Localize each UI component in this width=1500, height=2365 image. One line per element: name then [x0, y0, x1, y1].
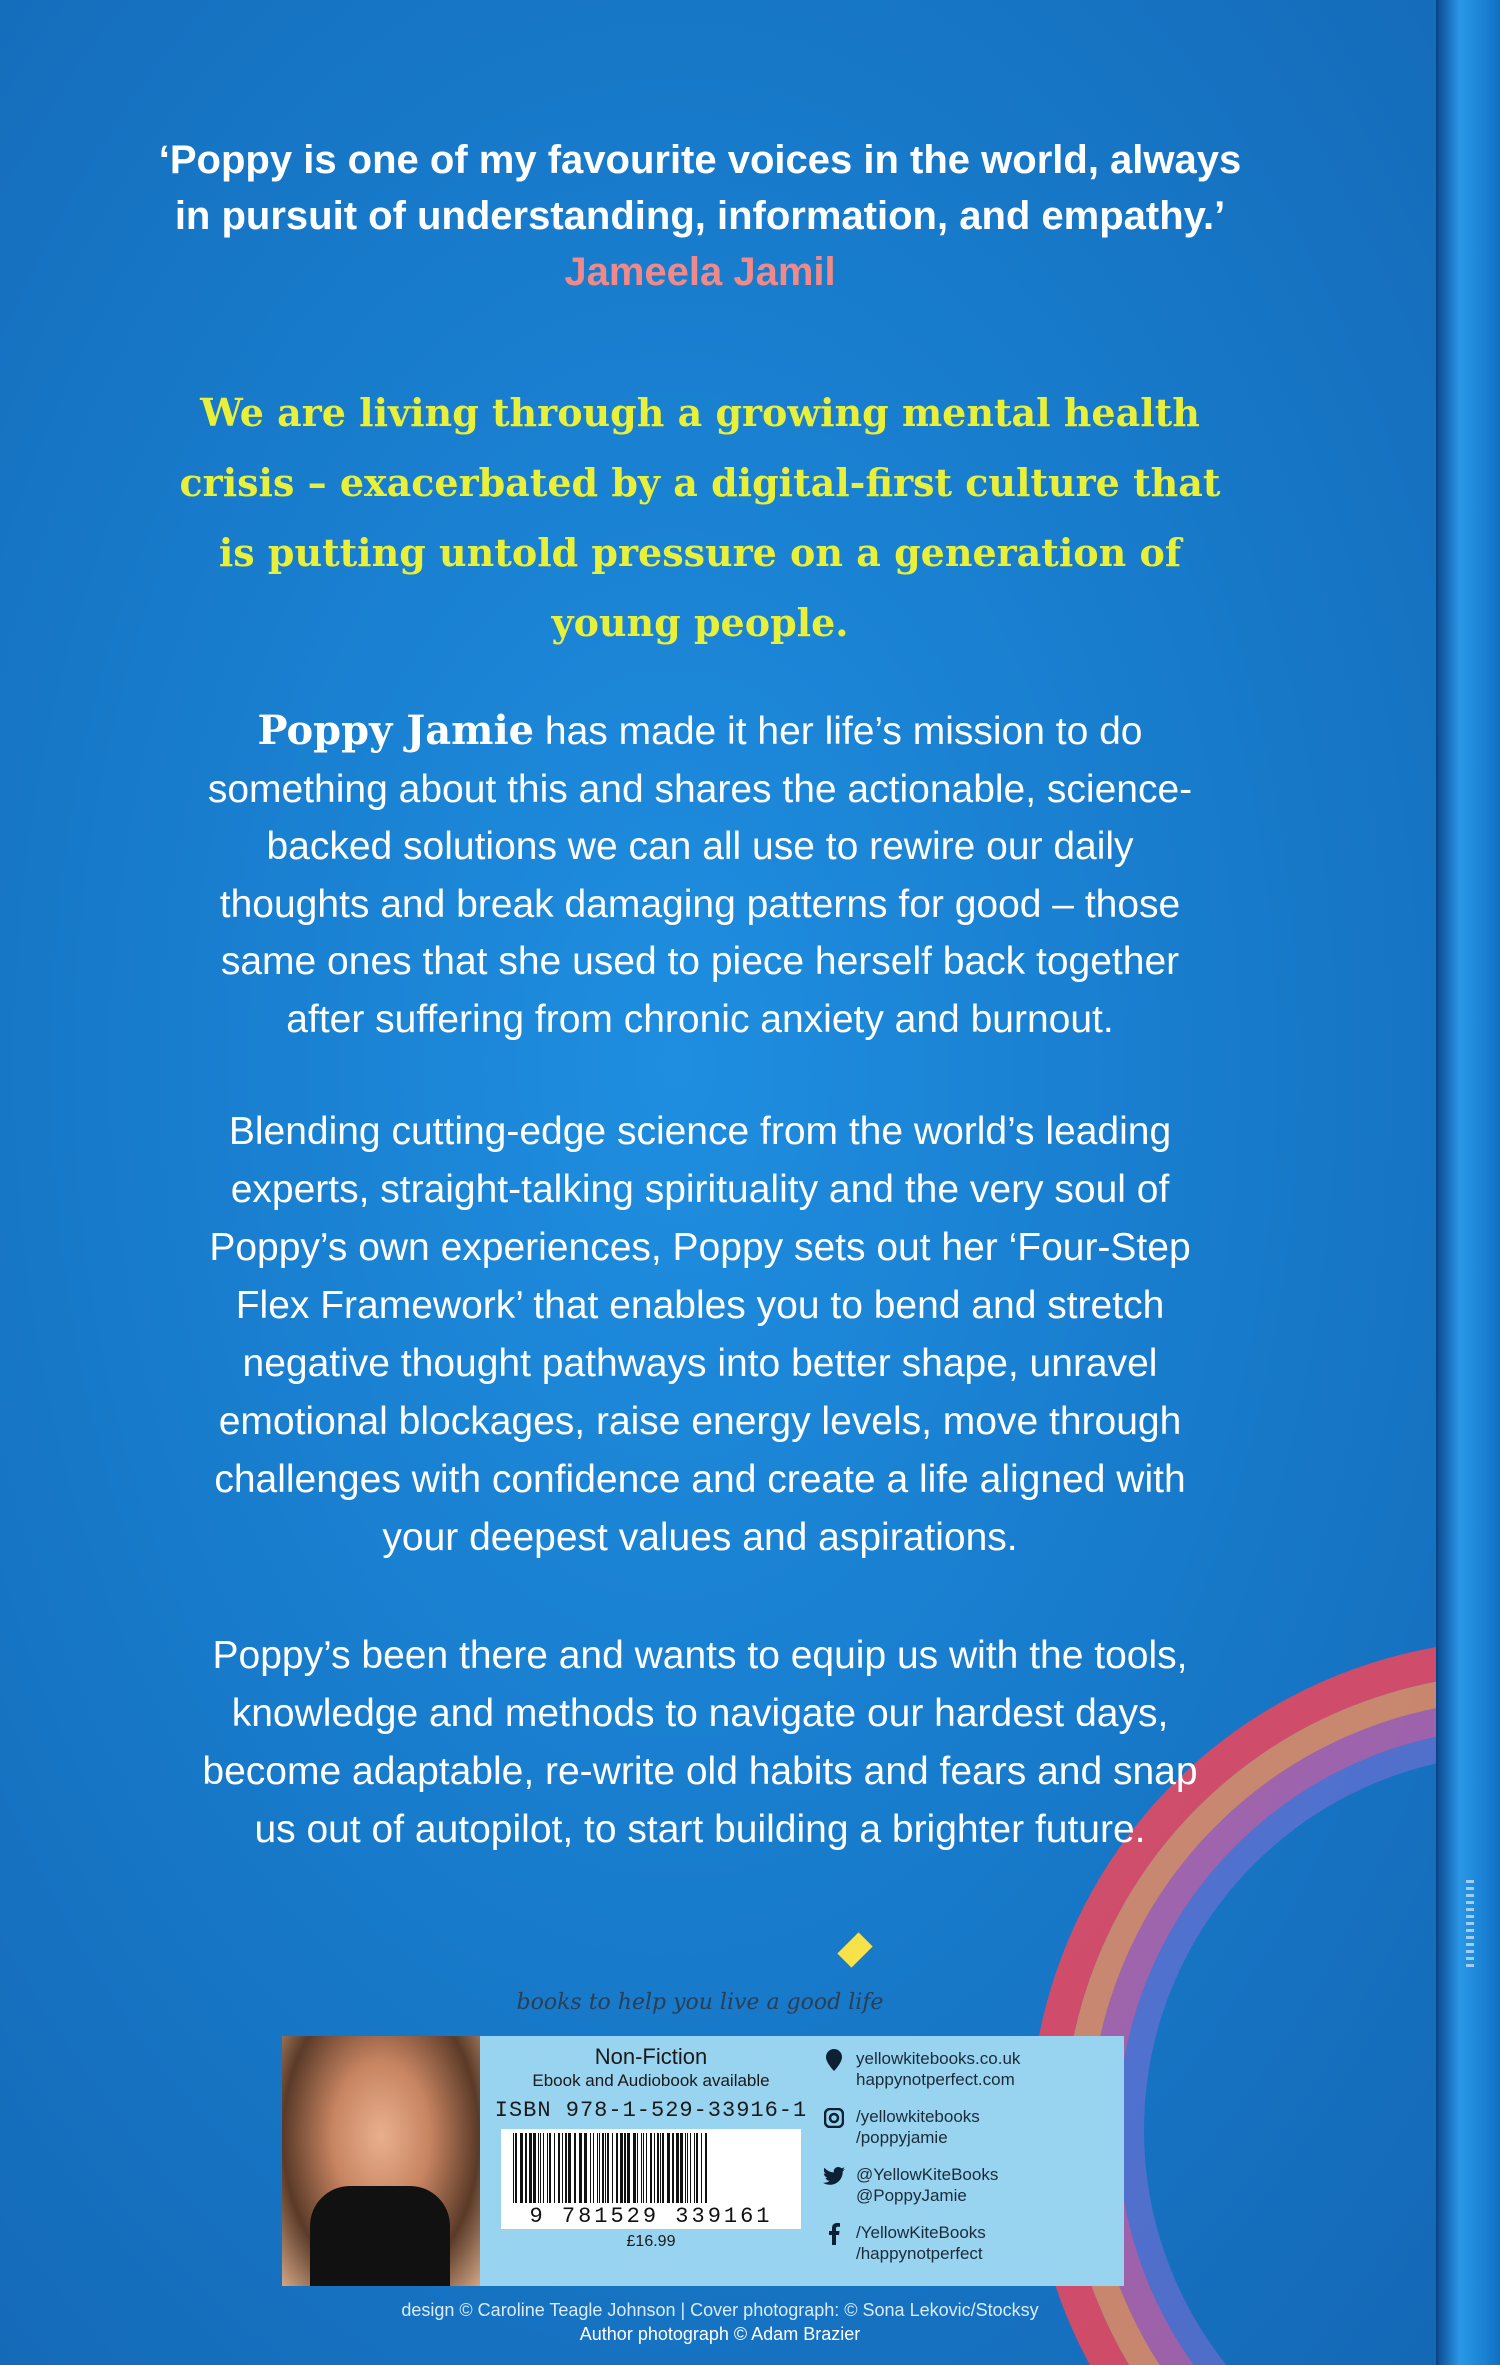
barcode-bar: [654, 2133, 655, 2203]
credits: [320, 2298, 1120, 2346]
barcode-bar: [602, 2133, 604, 2203]
paragraph-2: [110, 1103, 1290, 1567]
paragraph-1-line-2: something about this and shares the actionable, science-: [207, 767, 1193, 811]
endorsement-quote: [110, 132, 1290, 300]
barcode-bar: [543, 2133, 544, 2203]
credits-line-2: Author photograph © Adam Brazier: [579, 2324, 861, 2344]
paragraph-1-line-1: [110, 702, 1290, 761]
facebook-icon: [822, 2222, 846, 2246]
formats-label: Ebook and Audiobook available: [532, 2071, 770, 2090]
paragraph-2-line-3: Poppy’s own experiences, Poppy sets out her ‘Four-Step: [209, 1226, 1191, 1269]
isbn-label: ISBN 978-1-529-33916-1: [494, 2098, 808, 2123]
barcode-bar: [529, 2133, 532, 2203]
location-pin-icon: [822, 2048, 846, 2072]
barcode-bar: [538, 2133, 539, 2203]
quote-line-2: in pursuit of understanding, information, and empathy.’: [174, 194, 1226, 238]
barcode-bar: [696, 2133, 698, 2203]
barcode-bar: [533, 2133, 536, 2203]
info-panel: [282, 2036, 1124, 2286]
barcode-bar: [660, 2133, 661, 2203]
link-row-facebook: [822, 2222, 1122, 2264]
paragraph-2-line-2: experts, straight-talking spirituality and the very soul of: [230, 1168, 1170, 1211]
barcode-bar: [607, 2133, 609, 2203]
barcode-bar: [579, 2133, 582, 2203]
barcode-bar: [620, 2133, 623, 2203]
barcode-bar: [657, 2133, 659, 2203]
paragraph-1-line-3: backed solutions we can all use to rewire our daily: [266, 825, 1134, 868]
paragraph-2-line-1: Blending cutting-edge science from the world’s leading: [228, 1110, 1172, 1153]
barcode-bar: [646, 2133, 647, 2203]
paragraph-3-line-2: knowledge and methods to navigate our hardest days,: [231, 1692, 1169, 1735]
barcode-bar: [525, 2133, 527, 2203]
barcode-bar: [540, 2133, 541, 2203]
paragraph-3: [110, 1627, 1290, 1859]
twitter-yellowkite[interactable]: @YellowKiteBooks: [856, 2165, 999, 2184]
barcode-bar: [676, 2133, 679, 2203]
website-yellowkite[interactable]: yellowkitebooks.co.uk: [856, 2049, 1021, 2068]
barcode-bar: [637, 2133, 638, 2203]
barcode-bar: [520, 2133, 523, 2203]
tagline-line-3: is putting untold pressure on a generation of: [218, 530, 1182, 575]
barcode-number: 9 781529 339161: [501, 2204, 801, 2229]
barcode-bar: [680, 2133, 683, 2203]
link-row-instagram: [822, 2106, 1122, 2148]
barcode-bar: [624, 2133, 626, 2203]
barcode-bar: [687, 2133, 688, 2203]
paragraph-2-line-6: emotional blockages, raise energy levels, move through: [218, 1400, 1182, 1443]
tagline-line-1: We are living through a growing mental health: [200, 390, 1200, 435]
instagram-poppyjamie[interactable]: /poppyjamie: [856, 2128, 948, 2147]
paragraph-3-line-1: Poppy’s been there and wants to equip us with the tools,: [212, 1634, 1188, 1677]
barcode-bar: [701, 2133, 702, 2203]
twitter-poppyjamie[interactable]: @PoppyJamie: [856, 2186, 967, 2205]
link-row-twitter: [822, 2164, 1122, 2206]
instagram-yellowkite[interactable]: /yellowkitebooks: [856, 2107, 980, 2126]
paragraph-3-line-4: us out of autopilot, to start building a brighter future.: [254, 1808, 1146, 1851]
book-spine: [1436, 0, 1500, 2365]
barcode-bar: [641, 2133, 642, 2203]
credits-line-1: design © Caroline Teagle Johnson | Cover photograph: © Sona Lekovic/Stocksy: [401, 2300, 1039, 2320]
barcode-bar: [690, 2133, 691, 2203]
web-links: [856, 2048, 1020, 2090]
instagram-icon: [822, 2106, 846, 2130]
barcode-bar: [597, 2133, 598, 2203]
barcode-bar: [562, 2133, 563, 2203]
barcode-bar: [612, 2133, 613, 2203]
book-details: [492, 2044, 810, 2278]
quote-author: Jameela Jamil: [564, 250, 836, 294]
paragraph-1-line-6: after suffering from chronic anxiety and burnout.: [286, 997, 1114, 1041]
kite-logo-icon: [837, 1932, 872, 1967]
facebook-links: [856, 2222, 986, 2264]
barcode-bar: [558, 2133, 560, 2203]
barcode-bar: [599, 2133, 600, 2203]
paragraph-1-line-4: thoughts and break damaging patterns for good – those: [219, 882, 1181, 926]
author-name: Poppy Jamie: [257, 707, 535, 754]
barcode-bar: [650, 2133, 652, 2203]
tagline: [100, 378, 1300, 658]
website-happynotperfect[interactable]: happynotperfect.com: [856, 2070, 1015, 2089]
facebook-happynotperfect[interactable]: /happynotperfect: [856, 2244, 983, 2263]
twitter-bird-icon: [822, 2164, 846, 2188]
barcode-bar: [554, 2133, 555, 2203]
barcode-bar: [584, 2133, 587, 2203]
publisher-links: [822, 2048, 1122, 2278]
author-photo: [282, 2036, 480, 2286]
paragraph-2-line-5: negative thought pathways into better shape, unravel: [242, 1342, 1158, 1385]
barcode-bar: [662, 2133, 664, 2203]
barcode-bar: [565, 2133, 567, 2203]
barcode-bar: [685, 2133, 686, 2203]
barcode-bar: [616, 2133, 618, 2203]
barcode-bar: [568, 2133, 571, 2203]
paragraph-2-line-7: challenges with confidence and create a life aligned with: [214, 1458, 1186, 1501]
barcode-bar: [667, 2133, 670, 2203]
barcode-bar: [705, 2133, 707, 2203]
barcode-bar: [643, 2133, 644, 2203]
barcode-bar: [547, 2133, 548, 2203]
imprint-strapline: books to help you live a good life: [516, 1990, 884, 2015]
twitter-links: [856, 2164, 998, 2206]
barcode-bar: [694, 2133, 695, 2203]
barcode-bar: [605, 2133, 606, 2203]
paragraph-2-line-8: your deepest values and aspirations.: [382, 1516, 1018, 1559]
paragraph-1-line-5: same ones that she used to piece herself back together: [220, 940, 1180, 983]
paragraph-1: [110, 702, 1290, 1048]
facebook-yellowkite[interactable]: /YellowKiteBooks: [856, 2223, 986, 2242]
barcode-bar: [590, 2133, 591, 2203]
barcode: [501, 2129, 801, 2229]
quote-line-1: ‘Poppy is one of my favourite voices in the world, always: [158, 138, 1242, 182]
barcode-bar: [574, 2133, 576, 2203]
barcode-bar: [593, 2133, 594, 2203]
price-label: £16.99: [626, 2233, 676, 2250]
spine-mark: [1466, 1880, 1474, 1970]
tagline-line-2: crisis – exacerbated by a digital-first culture that: [179, 460, 1221, 505]
barcode-bar: [627, 2133, 630, 2203]
barcode-bar: [513, 2133, 514, 2203]
author-photo-shirt: [310, 2186, 450, 2286]
barcode-bar: [672, 2133, 674, 2203]
paragraph-3-line-3: become adaptable, re-write old habits and fears and snap: [202, 1750, 1198, 1793]
barcode-bar: [515, 2133, 517, 2203]
link-row-web: [822, 2048, 1122, 2090]
tagline-line-4: young people.: [551, 600, 849, 645]
paragraph-1-line-1-rest: has made it her life’s mission to do: [534, 710, 1143, 753]
barcode-bar: [633, 2133, 636, 2203]
barcode-bar: [549, 2133, 551, 2203]
paragraph-2-line-4: Flex Framework’ that enables you to bend and stretch: [235, 1284, 1165, 1327]
genre-label: Non-Fiction: [594, 2044, 708, 2069]
instagram-links: [856, 2106, 980, 2148]
